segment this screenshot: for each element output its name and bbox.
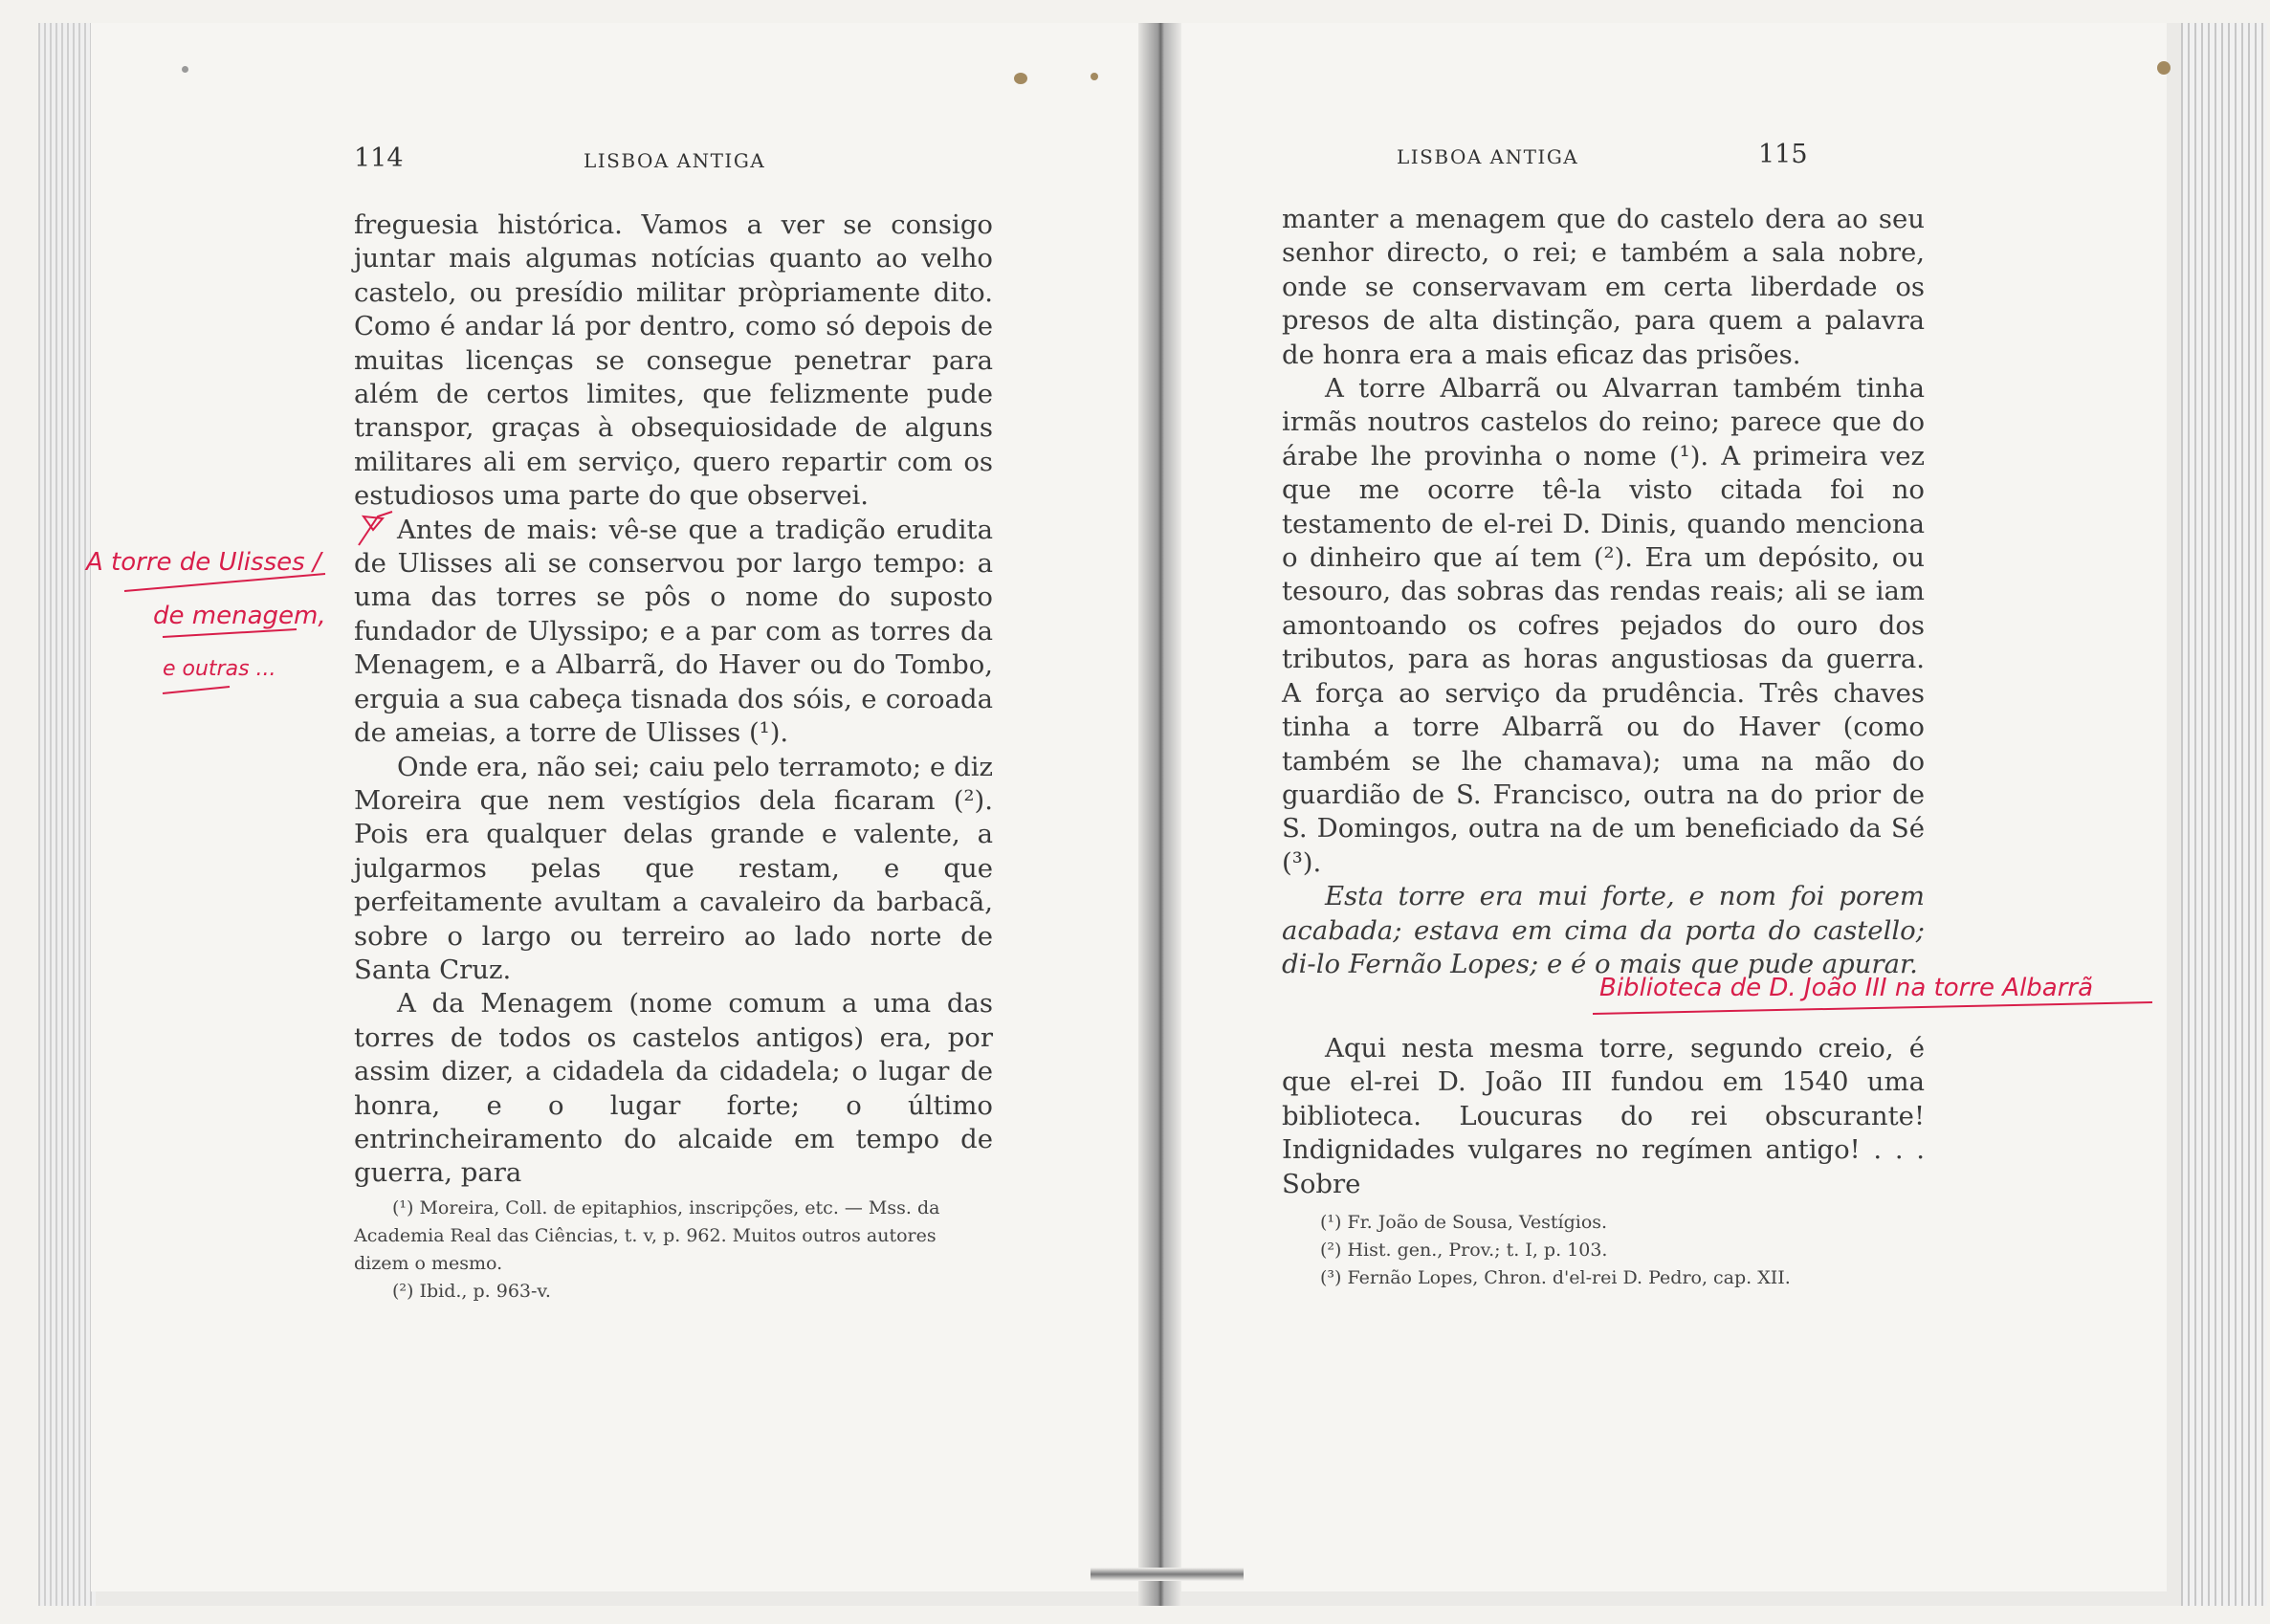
right-paragraph-1: manter a menagem que do castelo dera ao seu senhor directo, o rei; e também a sala nobre, onde se conservavam em certa liberdade os presos de alta distinção, para quem a palavra de honra era a mais eficaz das prisões. bbox=[1282, 204, 1925, 370]
left-footnote-1: (¹) Moreira, Coll. de epitaphios, inscripções, etc. — Mss. da Academia Real das Ciências, t. v, p. 962. Muitos outros autores dizem o mesmo. bbox=[354, 1197, 940, 1274]
right-footnote-3: (³) Fernão Lopes, Chron. d'el-rei D. Pedro, cap. XII. bbox=[1320, 1267, 1791, 1288]
left-paragraph-3: Onde era, não sei; caiu pelo terramoto; e diz Moreira que nem vestígios dela ficaram (²). Pois era qualquer delas grande e valente, a julgarmos pelas que restam, e que perfeitamente avultam a cavaleiro da barbacã, sobre o largo ou terreiro ao lado norte de Santa Cruz. bbox=[354, 751, 993, 985]
left-paragraph-1: freguesia histórica. Vamos a ver se consigo juntar mais algumas notícias quanto ao velho castelo, ou presídio militar pròpriamente dito. Como é andar lá por dentro, como só depois de muitas licenças se consegue penetrar para além de certos limites, que felizmente pude transpor, graças à obsequiosidade de alguns militares ali em serviço, quero repartir com os estudiosos uma parte do que observei. bbox=[354, 209, 993, 512]
right-paragraph-3: Esta torre era mui forte, e nom foi porem acabada; estava em cima da porta do castello; di-lo Fernão Lopes; e é o mais que pude apurar. bbox=[1282, 881, 1925, 979]
right-page-number: 115 bbox=[1758, 140, 1808, 169]
margin-note-line-3: e outras ... bbox=[163, 657, 276, 681]
right-note-underline bbox=[1588, 995, 2162, 1023]
right-page bbox=[1162, 23, 2167, 1591]
book-gutter bbox=[1138, 23, 1181, 1606]
right-footnote-2: (²) Hist. gen., Prov.; t. I, p. 103. bbox=[1320, 1240, 1608, 1261]
left-page-number: 114 bbox=[354, 143, 404, 173]
margin-note-line-2: de menagem, bbox=[153, 602, 326, 630]
page-edges-right bbox=[2181, 23, 2267, 1606]
paper-speck bbox=[182, 66, 188, 73]
left-page-header bbox=[354, 143, 928, 182]
left-paragraph-2: Antes de mais: vê-se que a tradição erudita de Ulisses ali se conservou por largo tempo: a uma das torres se pôs o nome do suposto fundador de Ulyssipo; e a par com as torres da Menagem, e a Albarrã, do Haver ou do Tombo, erguia a sua cabeça tisnada dos sóis, e coroada de ameias, a torre de Ulisses (¹). bbox=[354, 514, 993, 749]
right-footnotes bbox=[1282, 1209, 1925, 1292]
right-page-header bbox=[1397, 140, 1990, 178]
handwritten-margin-note-right: Biblioteca de D. João III na torre Albarrã bbox=[1599, 974, 2094, 1002]
right-paragraph-2: A torre Albarrã ou Alvarran também tinha irmãs noutros castelos do reino; parece que do árabe lhe provinha o nome (¹). A primeira vez que me ocorre tê-la visto citada foi no testamento de el-rei D. Dinis, quando menciona o dinheiro que aí tem (²). Era um depósito, ou tesouro, das sobras das rendas reais; ali se iam amontoando os cofres pejados do ouro dos tributos, para as horas angustiosas da guerra. A força ao serviço da prudência. Três chaves tinha a torre Albarrã ou do Haver (como também se lhe chamava); uma na mão do guardião de S. Francisco, outra na do prior de S. Domingos, outra na de um beneficiado da Sé (³). bbox=[1282, 373, 1925, 878]
paper-speck bbox=[1014, 73, 1027, 84]
left-footnotes bbox=[354, 1195, 993, 1306]
paper-speck bbox=[2157, 61, 2171, 75]
left-paragraph-4: A da Menagem (nome comum a uma das torres de todos os castelos antigos) era, por assim dizer, a cidadela da cidadela; o lugar de honra, e o lugar forte; o último entrincheiramento do alcaide em tempo de guerra, para bbox=[354, 988, 993, 1189]
margin-note-line-1: A torre de Ulisses / bbox=[86, 548, 321, 577]
left-page bbox=[91, 23, 1153, 1591]
left-page-body bbox=[354, 208, 993, 1191]
right-paragraph-4: Aqui nesta mesma torre, segundo creio, é que el-rei D. João III fundou em 1540 uma biblioteca. Loucuras do rei obscurante! Indignidades vulgares no regímen antigo! . . . Sobre bbox=[1282, 1033, 1925, 1199]
right-footnote-1: (¹) Fr. João de Sousa, Vestígios. bbox=[1320, 1212, 1608, 1233]
book-spread bbox=[38, 23, 2267, 1606]
left-footnote-2: (²) Ibid., p. 963-v. bbox=[392, 1281, 551, 1302]
right-page-body bbox=[1282, 203, 1925, 981]
right-page-body-continued bbox=[1282, 1032, 1925, 1201]
page-edges-left bbox=[38, 23, 96, 1606]
margin-note-underlines bbox=[105, 507, 402, 708]
spine-shadow bbox=[1091, 1568, 1244, 1581]
right-running-head: LISBOA ANTIGA bbox=[1397, 145, 1579, 168]
paper-speck bbox=[1091, 73, 1098, 80]
left-running-head: LISBOA ANTIGA bbox=[584, 149, 766, 172]
